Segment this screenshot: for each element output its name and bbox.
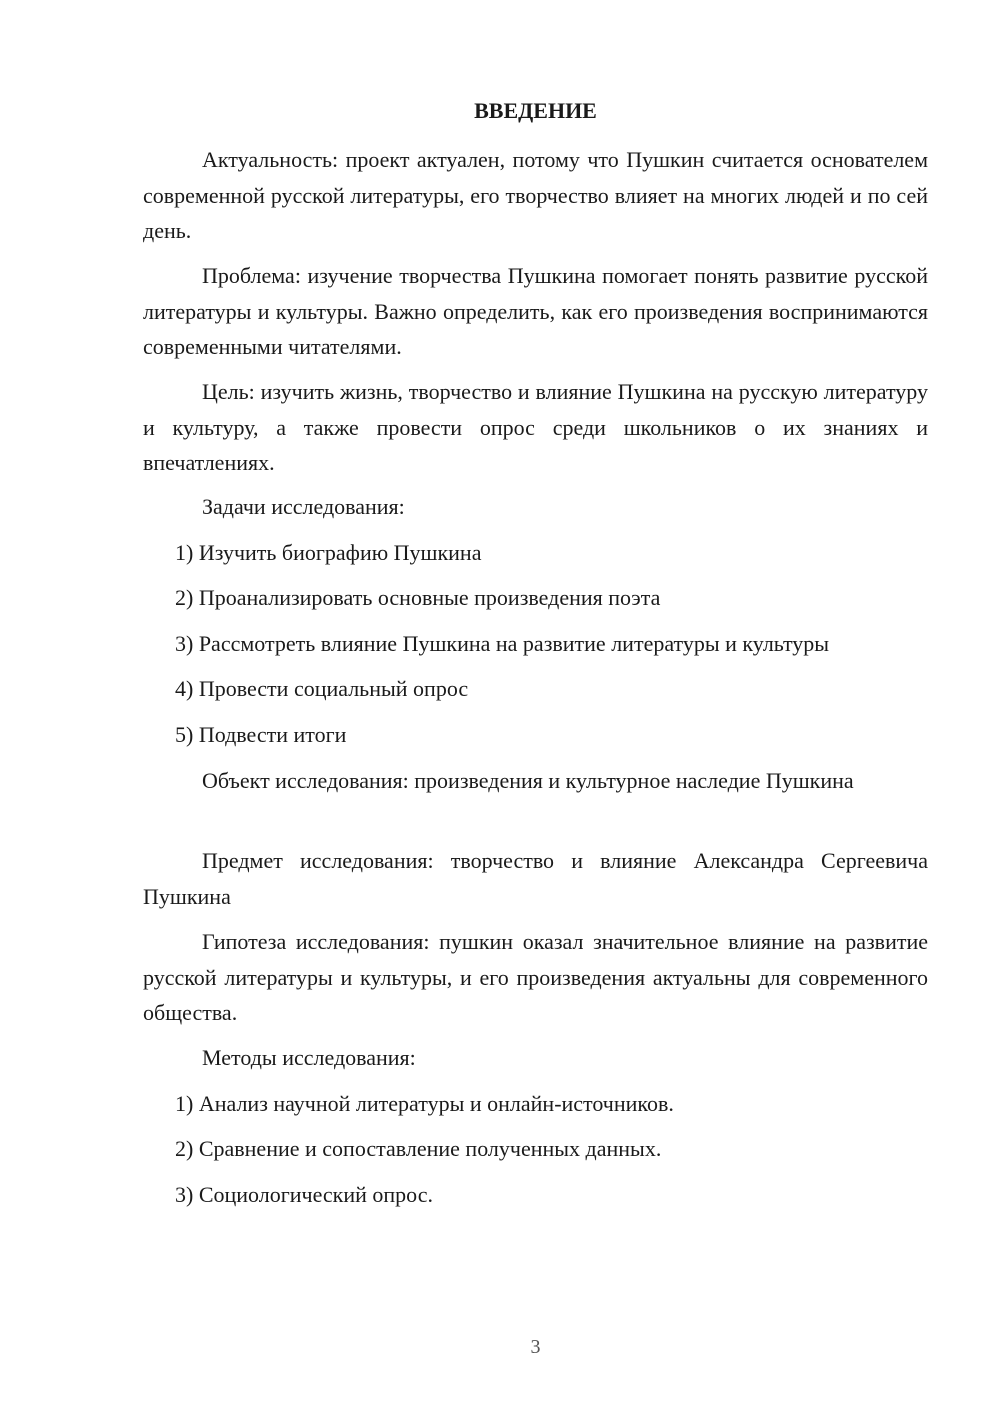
paragraph-relevance: Актуальность: проект актуален, потому что Пушкин считается основателем современной русской литературы, его творчество влияет на многих людей и по сей день.	[143, 147, 928, 243]
method-item-3: 3) Социологический опрос.	[175, 1182, 433, 1207]
task-item-1: 1) Изучить биографию Пушкина	[175, 540, 482, 565]
task-item-2: 2) Проанализировать основные произведения поэта	[175, 585, 661, 610]
paragraph-object: Объект исследования: произведения и культурное наследие Пушкина	[202, 768, 854, 793]
page-number: 3	[530, 1336, 541, 1358]
task-item-4: 4) Провести социальный опрос	[175, 676, 469, 701]
method-item-2: 2) Сравнение и сопоставление полученных данных.	[175, 1136, 662, 1161]
paragraph-subject: Предмет исследования: творчество и влияние Александра Сергеевича Пушкина	[143, 848, 928, 909]
section-heading: ВВЕДЕНИЕ	[474, 98, 597, 123]
task-item-5: 5) Подвести итоги	[175, 722, 347, 747]
methods-intro: Методы исследования:	[202, 1045, 416, 1070]
method-item-1: 1) Анализ научной литературы и онлайн-источников.	[175, 1091, 674, 1116]
paragraph-problem: Проблема: изучение творчества Пушкина помогает понять развитие русской литературы и культуры. Важно определить, как его произведения воспринимаются современными читателями.	[143, 263, 928, 359]
document-page	[143, 0, 928, 1414]
paragraph-hypothesis: Гипотеза исследования: пушкин оказал значительное влияние на развитие русской литературы и культуры, и его произведения актуальны для современного общества.	[143, 929, 928, 1025]
paragraph-goal: Цель: изучить жизнь, творчество и влияние Пушкина на русскую литературу и культуру, а также провести опрос среди школьников о их знаниях и впечатлениях.	[143, 379, 928, 475]
task-item-3: 3) Рассмотреть влияние Пушкина на развитие литературы и культуры	[175, 631, 830, 656]
tasks-intro: Задачи исследования:	[202, 494, 405, 519]
